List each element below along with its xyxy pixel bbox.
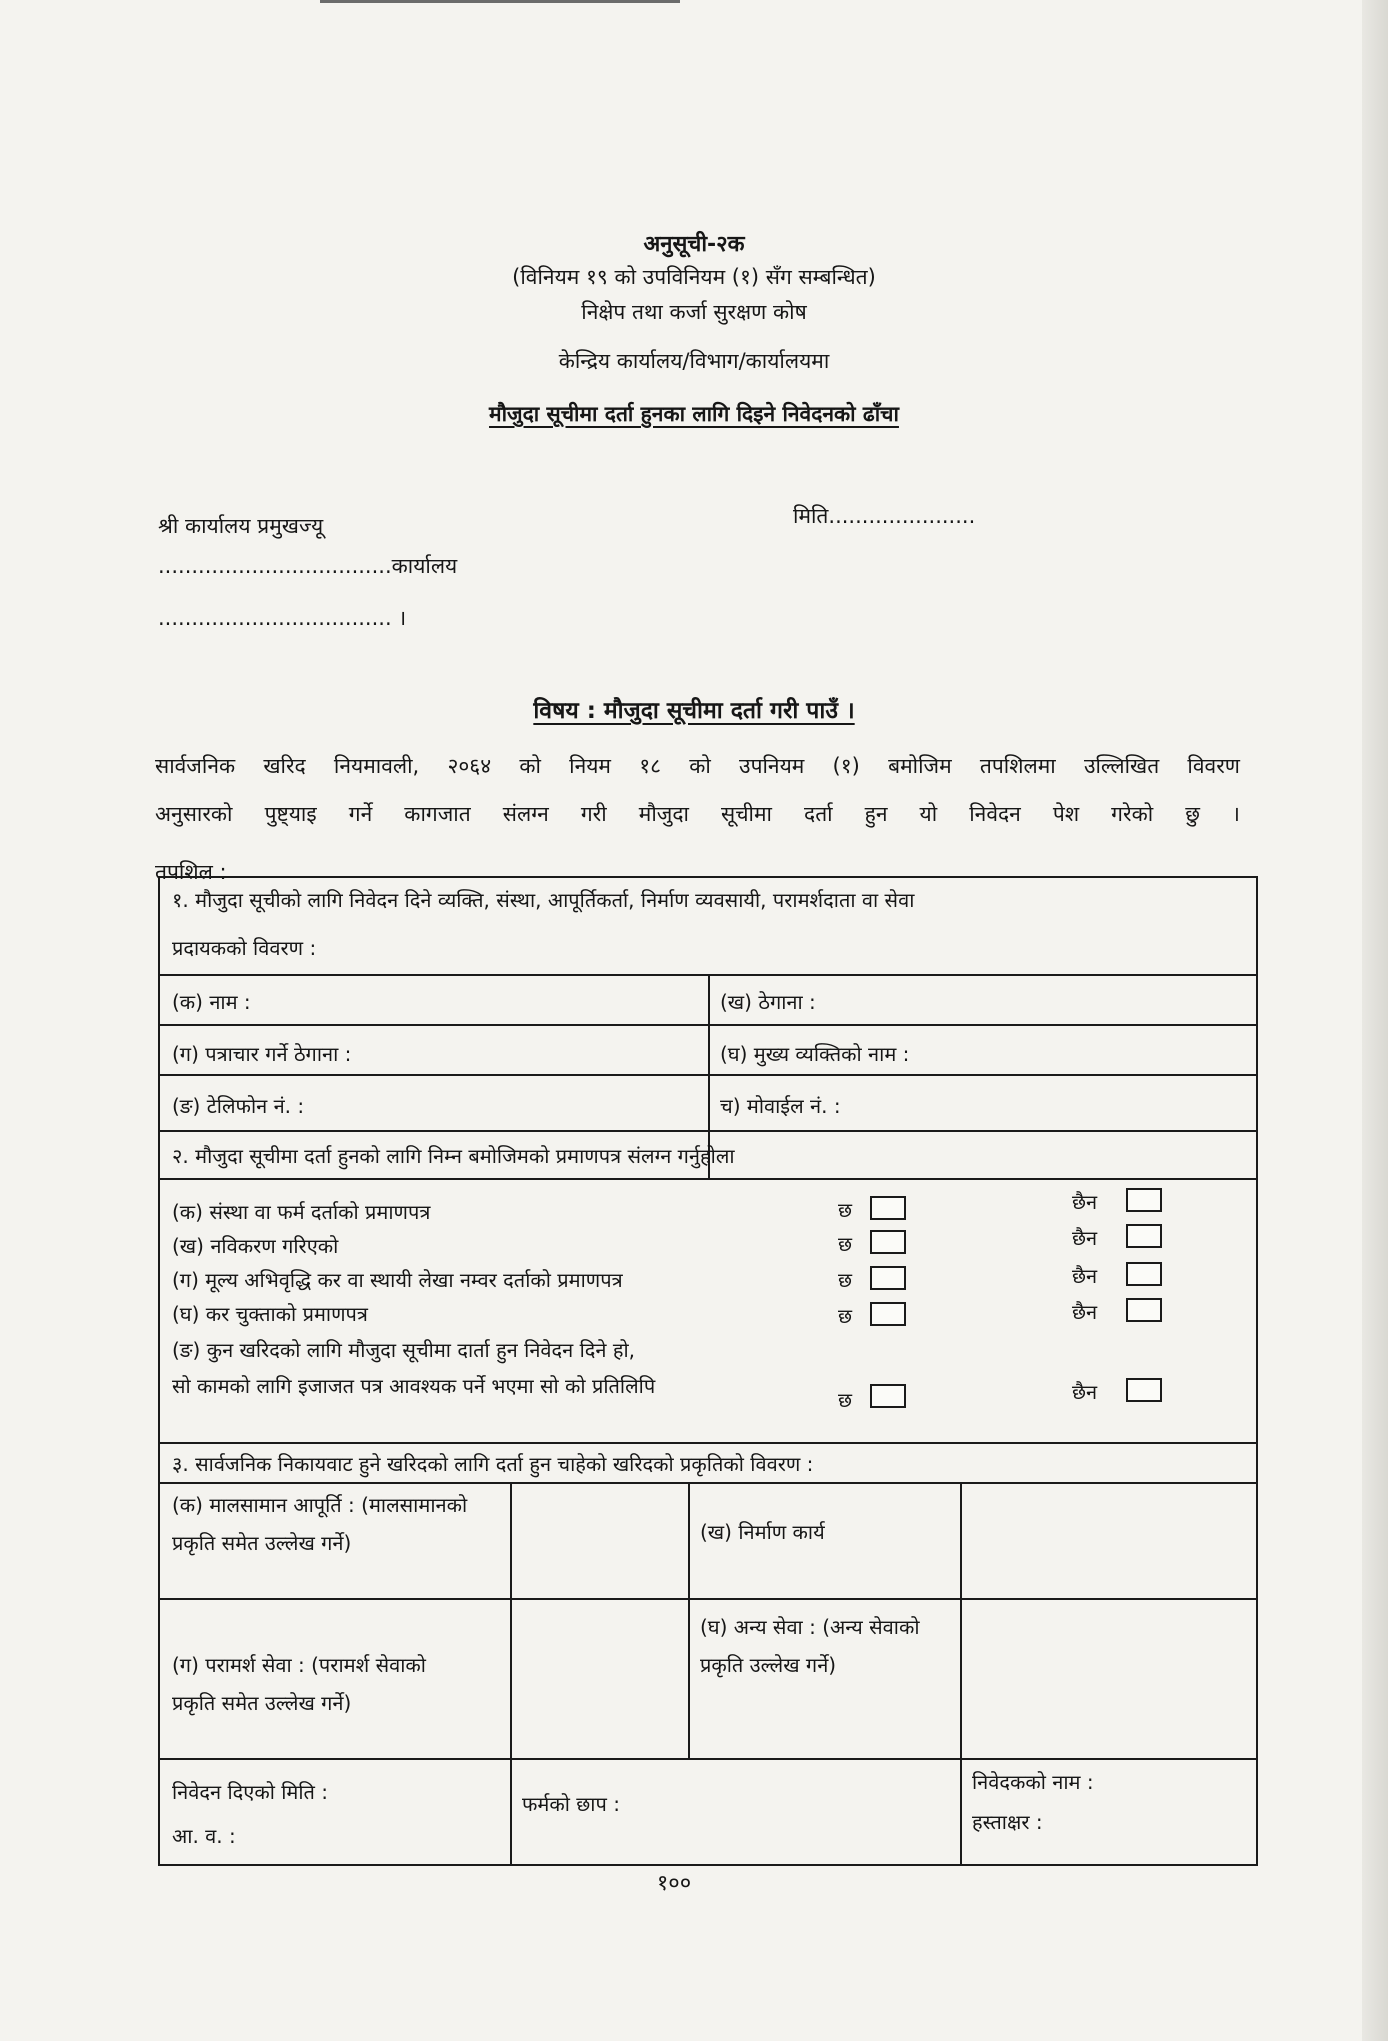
signature[interactable]: हस्ताक्षर : [972,1810,1043,1834]
cert-item-5-line1: (ङ) कुन खरिदको लागि मौजुदा सूचीमा दार्ता हुन निवेदन दिने हो, [172,1338,636,1362]
cert-item-4: (घ) कर चुक्ताको प्रमाणपत्र [172,1302,368,1326]
field-address[interactable]: (ख) ठेगाना : [720,990,816,1014]
applicant-name[interactable]: निवेदकको नाम : [972,1770,1094,1794]
body-line-1: सार्वजनिक खरिद नियमावली, २०६४ को नियम १८ को उपनियम (१) बमोजिम तपशिलमा उल्लिखित विवरण [155,754,1240,778]
no-label: छैन [1072,1264,1098,1288]
field-name[interactable]: (क) नाम : [172,990,251,1014]
row-divider [160,1442,1256,1444]
yes-label: छ [838,1232,853,1256]
subject-line: विषय : मौजुदा सूचीमा दर्ता गरी पाउँ । [533,698,855,724]
procurement-goods: (क) मालसामान आपूर्ति : (मालसामानको प्रकृति समेत उल्लेख गर्ने) [172,1493,468,1555]
row-divider [160,1482,1256,1484]
recipient: श्री कार्यालय प्रमुखज्यू [158,514,324,538]
cert-item-1: (क) संस्था वा फर्म दर्ताको प्रमाणपत्र [172,1200,431,1224]
section1-title-line2: प्रदायकको विवरण : [172,936,317,960]
recipient-office-line: ...................................कार्यालय [158,554,458,578]
date-label: मिति...................... [793,504,976,528]
section3-title: ३. सार्वजनिक निकायवाट हुने खरिदको लागि दर्ता हुन चाहेको खरिदको प्रकृतिको विवरण : [172,1452,814,1476]
fiscal-year[interactable]: आ. व. : [172,1824,236,1848]
cert-item-3: (ग) मूल्य अभिवृद्धि कर वा स्थायी लेखा नम्वर दर्ताको प्रमाणपत्र [172,1268,623,1292]
row-divider [160,1598,1256,1600]
procurement-other-service: (घ) अन्य सेवा : (अन्य सेवाको प्रकृति उल्लेख गर्ने) [700,1615,920,1677]
firm-seal[interactable]: फर्मको छाप : [522,1792,620,1816]
row-divider [160,1758,1256,1760]
organization-name: निक्षेप तथा कर्जा सुरक्षण कोष [581,300,807,324]
field-key-person[interactable]: (घ) मुख्य व्यक्तिको नाम : [720,1042,910,1066]
office-line: केन्द्रिय कार्यालय/विभाग/कार्यालयमा [558,349,830,373]
procurement-consulting: (ग) परामर्श सेवा : (परामर्श सेवाको प्रकृति समेत उल्लेख गर्ने) [172,1653,426,1715]
yes-checkbox-3[interactable] [870,1266,906,1290]
cert-item-5-line2: सो कामको लागि इजाजत पत्र आवश्यक पर्ने भएमा सो को प्रतिलिपि [172,1374,656,1398]
schedule-title: अनुसूची-२क [643,232,745,257]
body-line-2: अनुसारको पुष्ट्याइ गर्ने कागजात संलग्न गरी मौजुदा सूचीमा दर्ता हुन यो निवेदन पेश गरेको छु । [155,802,1240,826]
yes-checkbox-2[interactable] [870,1230,906,1254]
yes-label: छ [838,1304,853,1328]
page-top-line [320,0,680,3]
no-checkbox-3[interactable] [1126,1262,1162,1286]
form-title: मौजुदा सूचीमा दर्ता हुनका लागि दिइने निवेदनको ढाँचा [489,402,899,426]
recipient-place-line: ................................... । [158,606,407,630]
yes-label: छ [838,1268,853,1292]
no-label: छैन [1072,1380,1098,1404]
procurement-construction: (ख) निर्माण कार्य [700,1520,825,1544]
field-telephone[interactable]: (ङ) टेलिफोन नं. : [172,1094,305,1118]
column-divider [510,1482,512,1866]
row-divider [160,1178,1256,1180]
yes-checkbox-5[interactable] [870,1384,906,1408]
no-label: छैन [1072,1300,1098,1324]
no-checkbox-5[interactable] [1126,1378,1162,1402]
regulation-reference: (विनियम १९ को उपविनियम (१) सँग सम्बन्धित) [512,265,876,289]
yes-label: छ [838,1198,853,1222]
no-checkbox-2[interactable] [1126,1224,1162,1248]
no-checkbox-4[interactable] [1126,1298,1162,1322]
field-postal-address[interactable]: (ग) पत्राचार गर्ने ठेगाना : [172,1042,352,1066]
section1-title-line1: १. मौजुदा सूचीको लागि निवेदन दिने व्यक्ति, संस्था, आपूर्तिकर्ता, निर्माण व्यवसायी, परामर्शदाता वा सेवा [172,888,915,912]
date-submitted[interactable]: निवेदन दिएको मिति : [172,1780,329,1804]
cert-item-2: (ख) नविकरण गरिएको [172,1234,339,1258]
yes-checkbox-4[interactable] [870,1302,906,1326]
column-divider [688,1482,690,1758]
column-divider [960,1482,962,1866]
no-checkbox-1[interactable] [1126,1188,1162,1212]
section2-title: २. मौजुदा सूचीमा दर्ता हुनको लागि निम्न बमोजिमको प्रमाणपत्र संलग्न गर्नुहोला [172,1144,735,1168]
yes-checkbox-1[interactable] [870,1196,906,1220]
field-mobile[interactable]: च) मोवाईल नं. : [720,1094,841,1118]
yes-label: छ [838,1388,853,1412]
application-form-table [158,876,1258,1866]
no-label: छैन [1072,1190,1098,1214]
details-label: तपशिल : [155,860,227,884]
no-label: छैन [1072,1226,1098,1250]
page-number: १०० [656,1871,692,1896]
